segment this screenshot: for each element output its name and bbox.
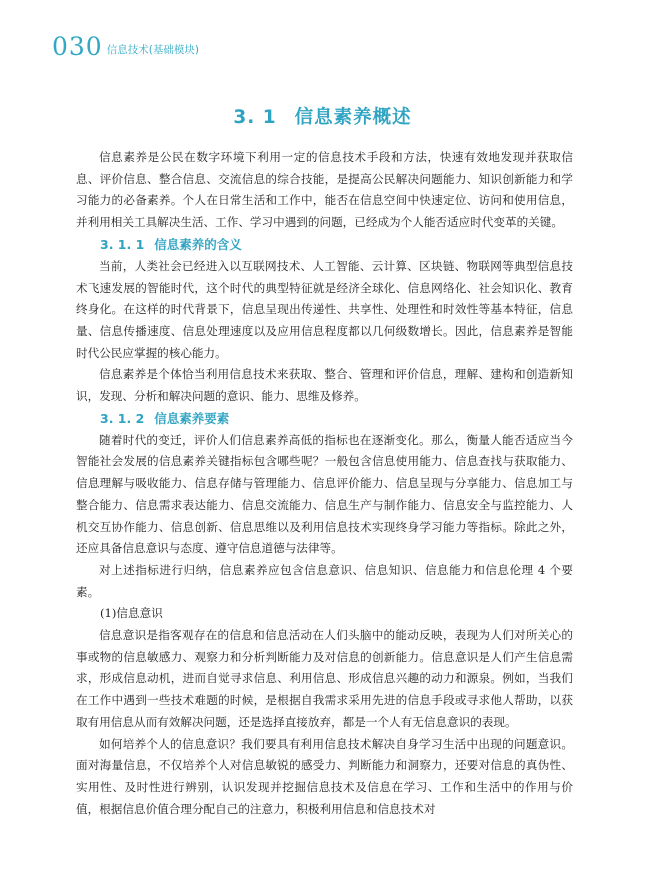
page-header xyxy=(52,34,199,59)
paragraph: 如何培养个人的信息意识？我们要具有利用信息技术解决自身学习生活中出现的问题意识。面对海量信息，不仅培养个人对信息敏锐的感受力、判断能力和洞察力，还要对信息的真伪性、实用性、及时性进行辨别，认识发现并挖掘信息技术及信息在学习、工作和生活中的作用与价值，根据信息价值合理分配自己的注意力，积极利用信息和信息技术对 xyxy=(76,736,573,816)
intro-paragraph: 信息素养是公民在数字环境下利用一定的信息技术手段和方法，快速有效地发现并获取信息、评价信息、整合信息、交流信息的综合技能，是提高公民解决问题能力、知识创新能力和学习能力的必备素养。个人在日常生活和工作中，能否在信息空间中快速定位、访问和使用信息，并利用相关工具解决生活、工作、学习中遇到的问题，已经成为个人能否适应时代变革的关键。 xyxy=(76,150,573,230)
subsection-title: 信息素养要素 xyxy=(154,410,230,426)
page-number: 030 xyxy=(52,32,103,61)
paragraph: 信息素养是个体恰当利用信息技术来获取、整合、管理和评价信息，理解、建构和创造新知识，发现、分析和解决问题的意识、能力、思维及修养。 xyxy=(76,367,573,404)
paragraph: 当前，人类社会已经进入以互联网技术、人工智能、云计算、区块链、物联网等典型信息技术飞速发展的智能时代，这个时代的典型特征就是经济全球化、信息网络化、社会知识化、教育终身化。在这样的时代背景下，信息呈现出传递性、共享性、处理性和时效性等基本特征，信息量、信息传播速度、信息处理速度以及应用信息程度都以几何级数增长。因此，信息素养是智能时代公民应掌握的核心能力。 xyxy=(76,258,573,360)
body-content xyxy=(76,147,573,820)
subsection-title: 信息素养的含义 xyxy=(154,236,242,252)
list-item-label: (1)信息意识 xyxy=(100,606,163,621)
paragraph: 随着时代的变迁，评价人们信息素养高低的指标也在逐渐变化。那么，衡量人能否适应当今智能社会发展的信息素养关键指标包含哪些呢？一般包含信息使用能力、信息查找与获取能力、信息理解与吸收能力、信息存储与管理能力、信息评价能力、信息呈现与分享能力、信息加工与整合能力、信息需求表达能力、信息交流能力、信息生产与制作能力、信息安全与监控能力、人机交互协作能力、信息创新、信息思维以及利用信息技术实现终身学习能力等指标。除此之外，还应具备信息意识与态度、遵守信息道德与法律等。 xyxy=(76,432,573,556)
section-title xyxy=(0,103,645,129)
section-title-text: 信息素养概述 xyxy=(294,107,412,128)
subsection-number: 3. 1. 1 xyxy=(100,236,145,252)
section-number: 3. 1 xyxy=(233,107,277,128)
running-head: 信息技术(基础模块) xyxy=(106,44,199,56)
paragraph: 信息意识是指客观存在的信息和信息活动在人们头脑中的能动反映，表现为人们对所关心的事或物的信息敏感力、观察力和分析判断能力及对信息的创新能力。信息意识是人们产生信息需求，形成信息动机，进而自觉寻求信息、利用信息、形成信息兴趣的动力和源泉。例如，当我们在工作中遇到一些技术难题的时候，是根据自我需求采用先进的信息手段或寻求他人帮助，以获取有用信息从而有效解决问题，还是选择直接放弃，都是一个人有无信息意识的表现。 xyxy=(76,628,573,729)
subsection-heading-1 xyxy=(76,234,573,256)
subsection-heading-2 xyxy=(76,408,573,430)
subsection-number: 3. 1. 2 xyxy=(100,410,145,426)
paragraph: 对上述指标进行归纳，信息素养应包含信息意识、信息知识、信息能力和信息伦理 4 个要素。 xyxy=(76,562,573,599)
